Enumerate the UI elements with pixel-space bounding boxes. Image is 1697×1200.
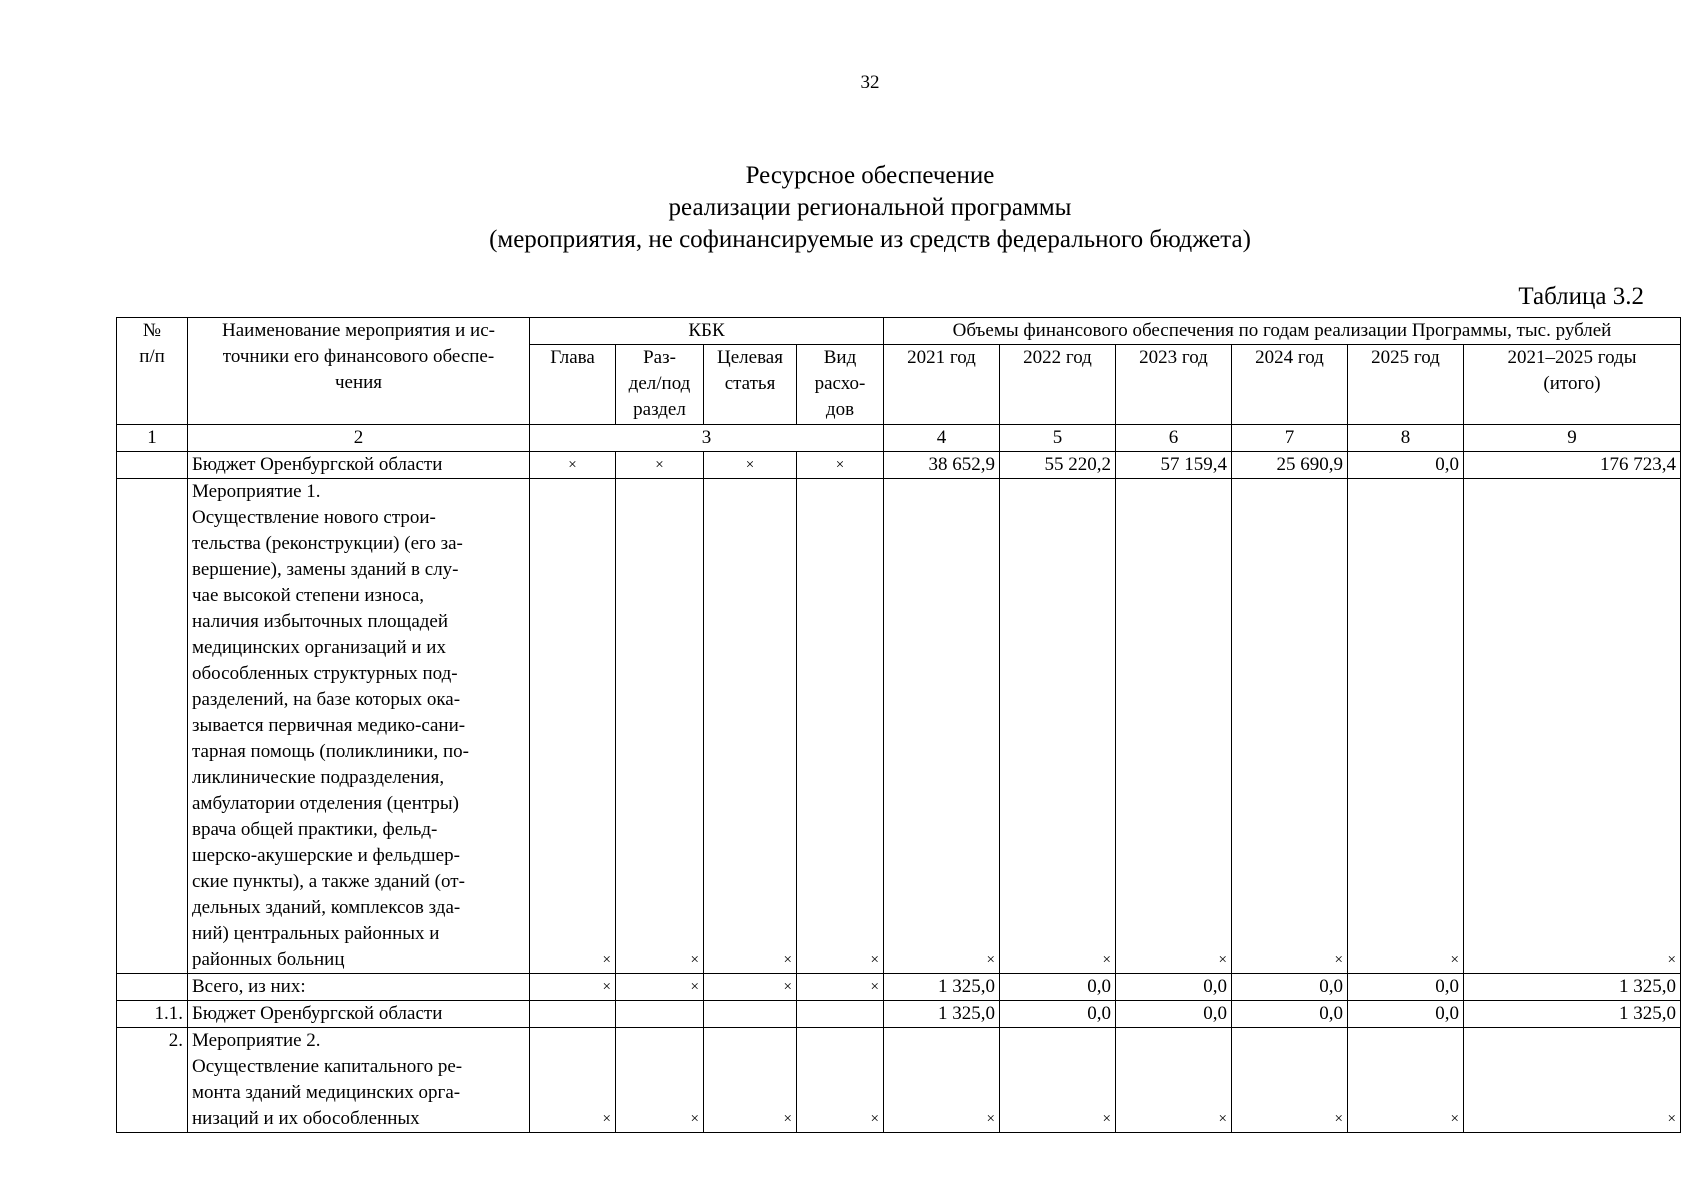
header-vid: Вид расхо- дов: [797, 345, 884, 425]
col-number: 3: [530, 425, 884, 452]
empty-cell: [797, 1001, 884, 1028]
header-num: № п/п: [117, 318, 188, 425]
value-total: 1 325,0: [1464, 974, 1681, 1001]
header-2025: 2025 год: [1348, 345, 1464, 425]
row-name: Всего, из них:: [188, 974, 530, 1001]
row-name: Бюджет Оренбургской области: [188, 452, 530, 479]
x-mark: ×: [1348, 1028, 1464, 1133]
header-2024: 2024 год: [1232, 345, 1348, 425]
table-row: [117, 1001, 1681, 1028]
value-2025: 0,0: [1348, 452, 1464, 479]
x-mark: ×: [797, 974, 884, 1001]
value-2024: 25 690,9: [1232, 452, 1348, 479]
header-kbk: КБК: [530, 318, 884, 345]
header-volumes: Объемы финансового обеспечения по годам реализации Программы, тыс. рублей: [884, 318, 1681, 345]
value-2024: 0,0: [1232, 974, 1348, 1001]
document-title: [0, 160, 1697, 256]
row-num: [117, 974, 188, 1001]
col-number: 6: [1116, 425, 1232, 452]
value-total: 1 325,0: [1464, 1001, 1681, 1028]
value-2021: 38 652,9: [884, 452, 1000, 479]
x-mark: ×: [1232, 479, 1348, 974]
row-num: [117, 452, 188, 479]
value-2024: 0,0: [1232, 1001, 1348, 1028]
table-row: [117, 1028, 1681, 1133]
x-mark: ×: [616, 1028, 704, 1133]
col-number: 9: [1464, 425, 1681, 452]
row-num: 2.: [117, 1028, 188, 1133]
resource-table: [116, 317, 1681, 1133]
header-glava: Глава: [530, 345, 616, 425]
x-mark: ×: [704, 452, 797, 479]
col-number: 1: [117, 425, 188, 452]
table-row: [117, 479, 1681, 974]
x-mark: ×: [1464, 479, 1681, 974]
header-razdel: Раз- дел/под раздел: [616, 345, 704, 425]
col-number: 7: [1232, 425, 1348, 452]
value-total: 176 723,4: [1464, 452, 1681, 479]
value-2023: 57 159,4: [1116, 452, 1232, 479]
x-mark: ×: [704, 1028, 797, 1133]
table-row: [117, 452, 1681, 479]
x-mark: ×: [530, 974, 616, 1001]
value-2022: 0,0: [1000, 974, 1116, 1001]
x-mark: ×: [884, 479, 1000, 974]
x-mark: ×: [884, 1028, 1000, 1133]
x-mark: ×: [1000, 479, 1116, 974]
x-mark: ×: [530, 452, 616, 479]
x-mark: ×: [797, 1028, 884, 1133]
col-number: 2: [188, 425, 530, 452]
row-name: Мероприятие 1. Осуществление нового строи- тельства (реконструкции) (его за- вершение), замены зданий в слу- чае высокой степени износа, наличия избыточных площадей медицинских организаций и их обособленных структурных под- разделений, на базе которых ока- зывается первичная медико-сани- тарная помощь (поликлиники, по- ликлинические подразделения, амбулатории отделения (центры) врача общей практики, фельд- шерско-акушерские и фельдшер- ские пункты), а также зданий (от- дельных зданий, комплексов зда- ний) центральных районных и районных больниц: [188, 479, 530, 974]
header-total: 2021–2025 годы (итого): [1464, 345, 1681, 425]
row-name: Бюджет Оренбургской области: [188, 1001, 530, 1028]
x-mark: ×: [616, 974, 704, 1001]
x-mark: ×: [1116, 479, 1232, 974]
header-2023: 2023 год: [1116, 345, 1232, 425]
x-mark: ×: [616, 452, 704, 479]
row-num: [117, 479, 188, 974]
value-2023: 0,0: [1116, 1001, 1232, 1028]
header-celevaya: Целевая статья: [704, 345, 797, 425]
x-mark: ×: [704, 974, 797, 1001]
header-2022: 2022 год: [1000, 345, 1116, 425]
empty-cell: [704, 1001, 797, 1028]
value-2022: 55 220,2: [1000, 452, 1116, 479]
row-num: 1.1.: [117, 1001, 188, 1028]
header-name: Наименование мероприятия и ис- точники его финансового обеспе- чения: [188, 318, 530, 425]
header-2021: 2021 год: [884, 345, 1000, 425]
value-2021: 1 325,0: [884, 1001, 1000, 1028]
x-mark: ×: [1464, 1028, 1681, 1133]
title-line-2: реализации региональной программы: [668, 194, 1072, 221]
x-mark: ×: [704, 479, 797, 974]
x-mark: ×: [1116, 1028, 1232, 1133]
x-mark: ×: [797, 452, 884, 479]
value-2025: 0,0: [1348, 974, 1464, 1001]
table-row: [117, 974, 1681, 1001]
x-mark: ×: [797, 479, 884, 974]
page-number: 32: [860, 72, 880, 93]
value-2025: 0,0: [1348, 1001, 1464, 1028]
title-line-3: (мероприятия, не софинансируемые из средств федерального бюджета): [489, 226, 1251, 253]
col-number: 8: [1348, 425, 1464, 452]
x-mark: ×: [1348, 479, 1464, 974]
value-2021: 1 325,0: [884, 974, 1000, 1001]
x-mark: ×: [530, 479, 616, 974]
row-name: Мероприятие 2. Осуществление капитального ре- монта зданий медицинских орга- низаций и их обособленных: [188, 1028, 530, 1133]
empty-cell: [530, 1001, 616, 1028]
table-label: Таблица 3.2: [1518, 283, 1644, 310]
x-mark: ×: [1000, 1028, 1116, 1133]
value-2022: 0,0: [1000, 1001, 1116, 1028]
x-mark: ×: [616, 479, 704, 974]
col-number: 5: [1000, 425, 1116, 452]
col-number: 4: [884, 425, 1000, 452]
value-2023: 0,0: [1116, 974, 1232, 1001]
x-mark: ×: [530, 1028, 616, 1133]
title-line-1: Ресурсное обеспечение: [745, 162, 995, 189]
x-mark: ×: [1232, 1028, 1348, 1133]
empty-cell: [616, 1001, 704, 1028]
